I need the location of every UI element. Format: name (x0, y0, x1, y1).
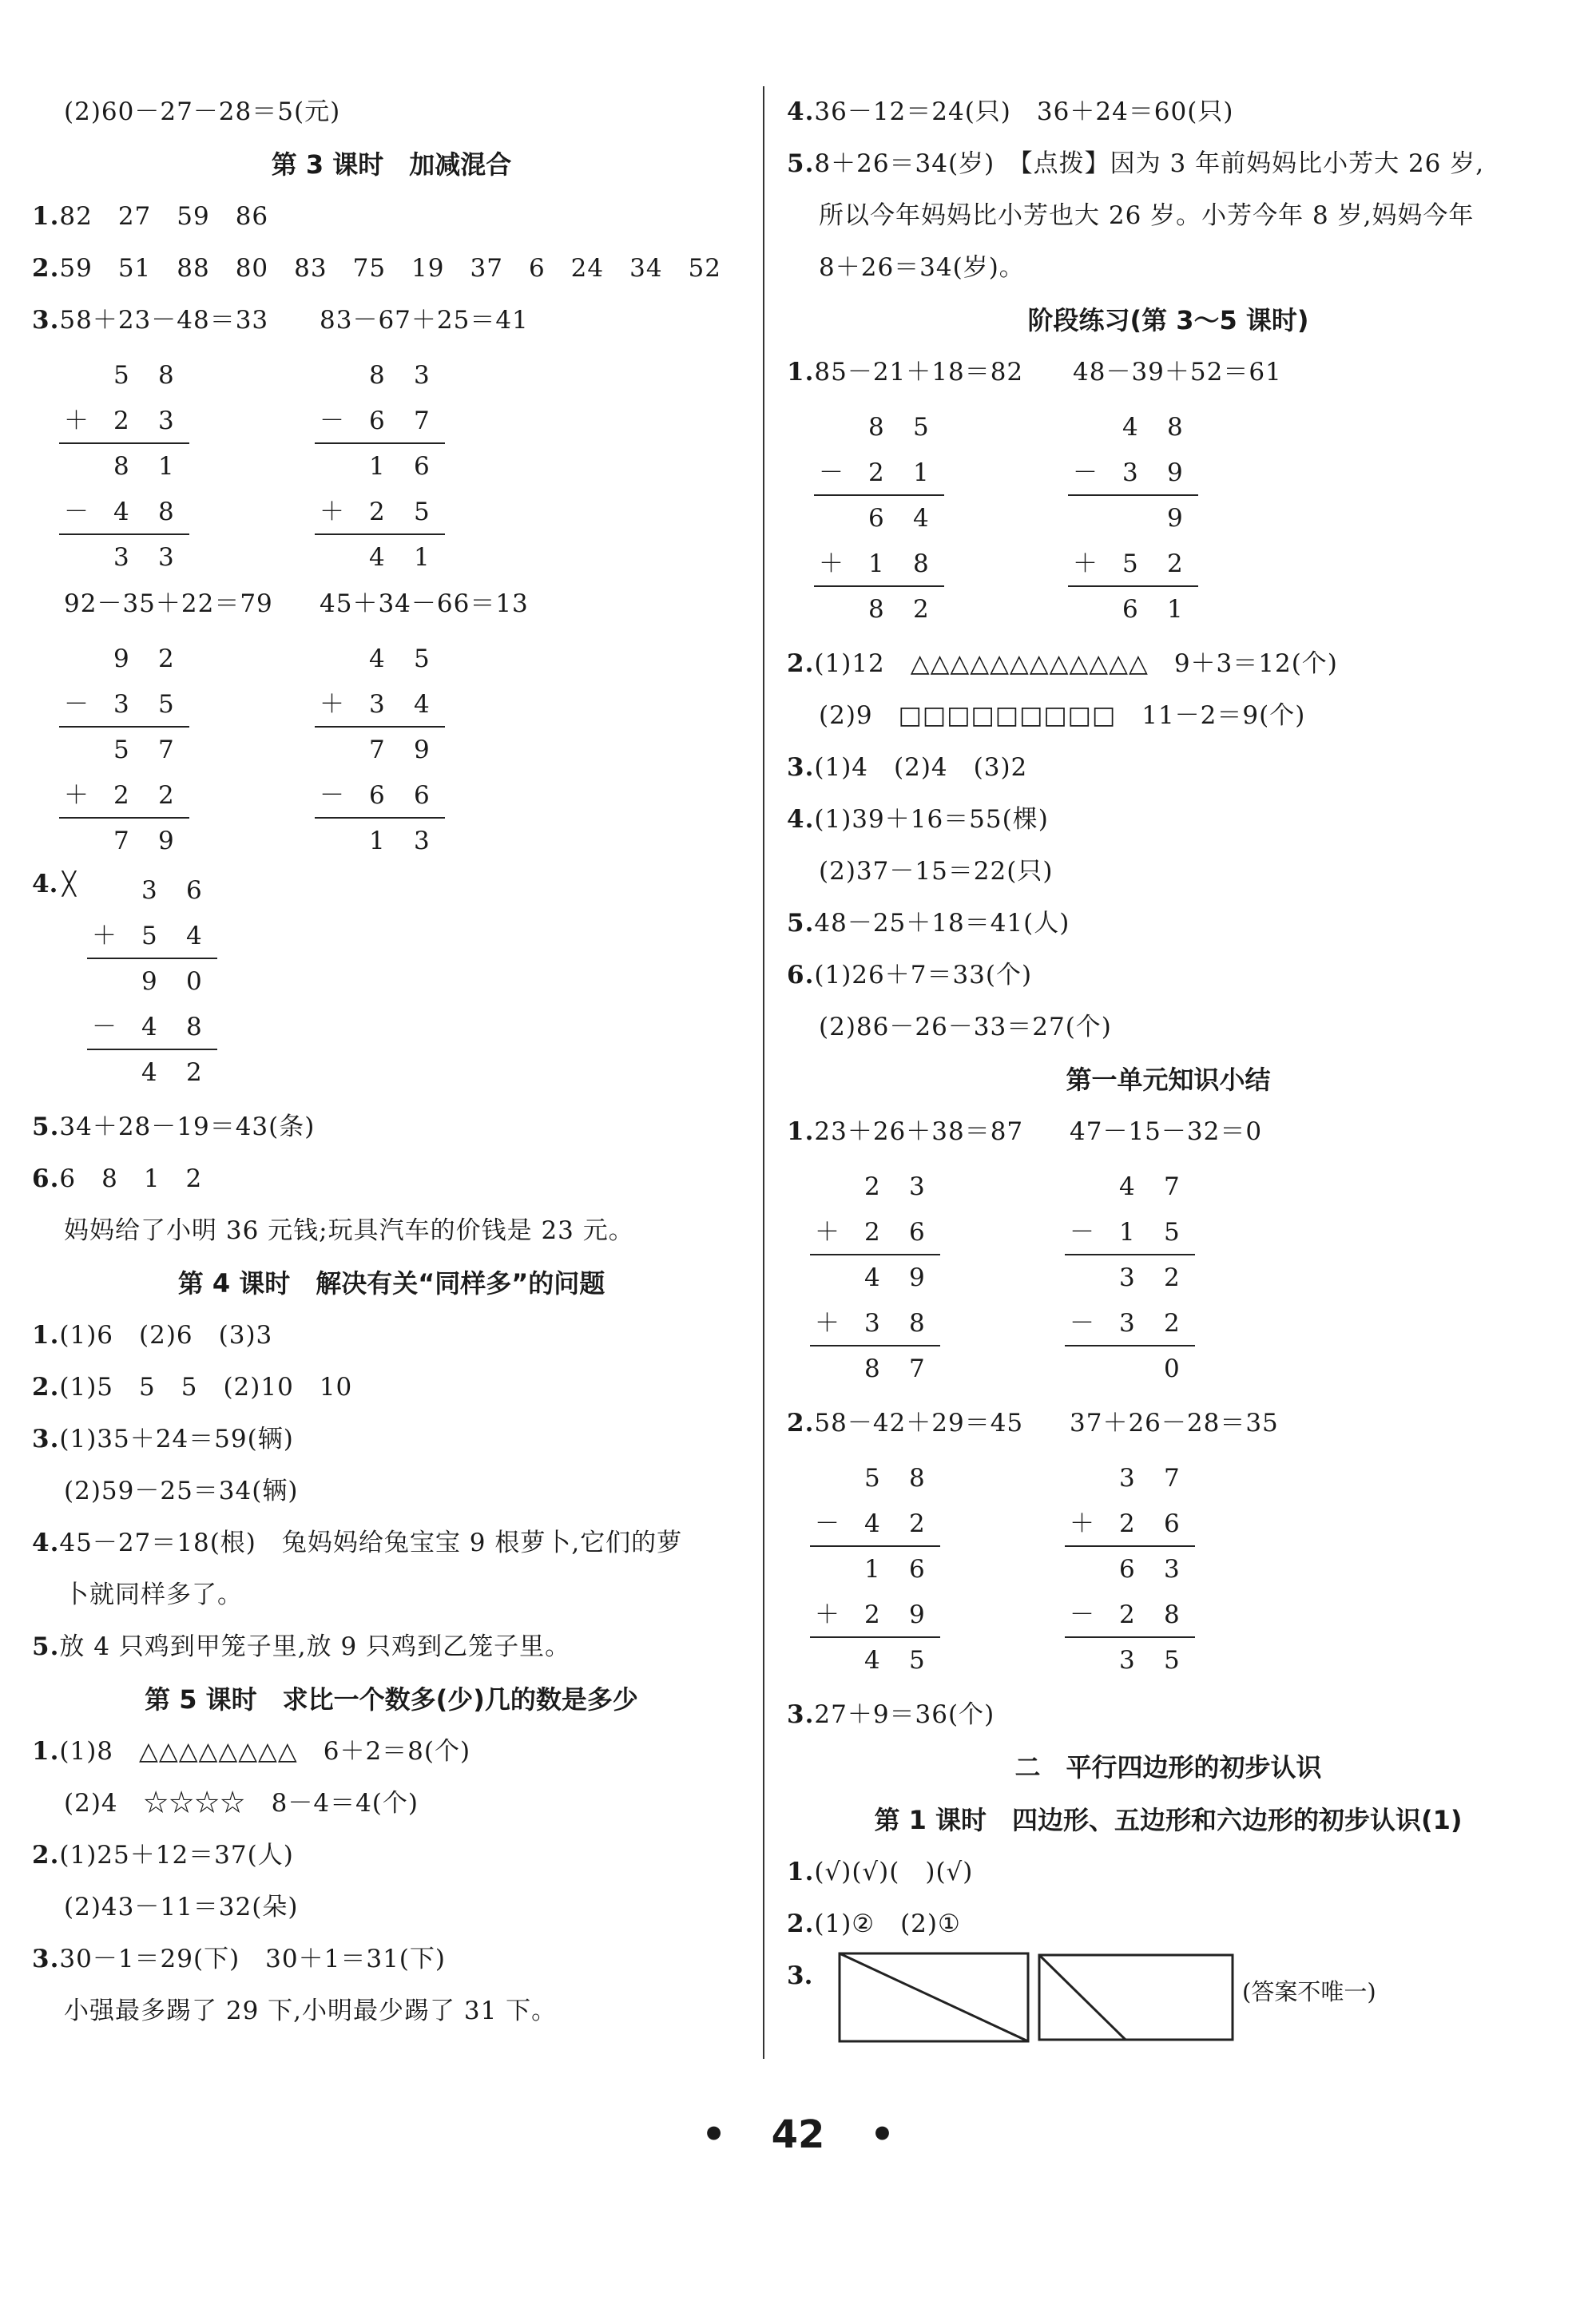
calc-digit: 8 (913, 549, 929, 578)
calc-digit: 6 (909, 1555, 925, 1584)
equation: 34＋28－19＝43(条) (59, 1112, 316, 1141)
equation: 23＋26＋38＝87 (814, 1117, 1024, 1146)
answer-line: (2)59－25＝34(辆) (64, 1477, 299, 1505)
page-number: 42 (771, 2112, 825, 2157)
calc-digit: 3 (141, 876, 157, 905)
answer-text: (1)5 5 5 (2)10 10 (59, 1373, 353, 1402)
calc-digit: 7 (909, 1354, 925, 1383)
calc-digit: 1 (913, 458, 929, 487)
divided-rectangle-diagram (838, 1952, 1030, 2044)
calc-digit: 2 (1164, 1309, 1180, 1338)
question-number: 3. (787, 753, 815, 782)
dot-icon: • (870, 2112, 895, 2157)
calc-row (64, 535, 198, 580)
calc-digit: 8 (1164, 1600, 1180, 1629)
question-number: 1. (787, 1858, 815, 1886)
calc-row (819, 587, 953, 632)
calc-operator: ＋ (320, 498, 344, 526)
calc-row (64, 773, 198, 818)
calc-digit: 9 (113, 644, 129, 673)
calc-operator: － (64, 498, 89, 526)
equation: 58＋23－48＝33 (59, 306, 269, 335)
answer-line: 所以今年妈妈比小芳也大 26 岁。小芳今年 8 岁,妈妈今年 (819, 201, 1475, 230)
equation: 92－35＋22＝79 (64, 589, 273, 618)
calc-row (1070, 1501, 1204, 1546)
calc-digit: 5 (414, 644, 430, 673)
calc-digit: 6 (1164, 1509, 1180, 1538)
calc-row (1073, 496, 1207, 541)
calc-digit: 5 (141, 922, 157, 950)
calc-digit: 0 (186, 967, 202, 996)
calc-row (320, 728, 454, 772)
section-title: 第一单元知识小结 (1066, 1065, 1271, 1095)
section-title: 第 3 课时 加减混合 (271, 149, 512, 180)
equation: 85－21＋18＝82 (814, 358, 1024, 387)
calc-row (1070, 1592, 1204, 1637)
calc-digit: 4 (913, 504, 929, 533)
calc-digit: 7 (1164, 1172, 1180, 1201)
answer-text: (1)6 (2)6 (3)3 (59, 1321, 273, 1350)
equation: 37＋26－28＝35 (1070, 1409, 1279, 1438)
calc-operator: ＋ (92, 922, 117, 950)
answer-line: (2)86－26－33＝27(个) (819, 1013, 1112, 1041)
calc-row (1070, 1547, 1204, 1592)
calc-digit: 6 (369, 407, 385, 435)
calc-digit: 4 (369, 644, 385, 673)
shape-answer (787, 1950, 1550, 2070)
question-number: 1. (787, 358, 815, 387)
answer-text: 45－27＝18(根) 兔妈妈给兔宝宝 9 根萝卜,它们的萝 (59, 1529, 683, 1557)
column-divider (763, 86, 764, 2059)
calc-digit: 6 (868, 504, 884, 533)
answer-text: 36－12＝24(只) 36＋24＝60(只) (814, 97, 1234, 126)
answer-line: (2)37－15＝22(只) (819, 857, 1054, 886)
calc-row (1070, 1210, 1204, 1255)
calc-digit: 5 (158, 690, 174, 719)
calc-operator: ＋ (64, 781, 89, 810)
question-number: 2. (787, 649, 815, 678)
calc-digit: 8 (158, 498, 174, 526)
answer-line: 小强最多踢了 29 下,小明最少踢了 31 下。 (64, 1997, 558, 2025)
calc-row (815, 1456, 949, 1501)
calc-row (819, 450, 953, 495)
calc-digit: 9 (1167, 504, 1183, 533)
calc-operator: ＋ (1073, 549, 1098, 578)
calc-operator: － (815, 1509, 840, 1538)
calc-digit: 3 (158, 543, 174, 572)
question-number: 2. (32, 1841, 60, 1870)
question-number: 5. (787, 149, 815, 178)
answer-line: (2)4 ☆☆☆☆ 8－4＝4(个) (64, 1789, 419, 1818)
question-number: 6. (32, 1164, 60, 1193)
question-number: 3. (787, 1700, 815, 1729)
calc-row (819, 496, 953, 541)
section-title: 第 1 课时 四边形、五边形和六边形的初步认识(1) (874, 1805, 1463, 1835)
answer-text: 82 27 59 86 (59, 202, 269, 231)
question-number: 2. (32, 254, 60, 283)
calc-row (819, 405, 953, 450)
calc-operator: － (1070, 1218, 1094, 1247)
calc-operator: － (92, 1013, 117, 1041)
answer-line: 卜就同样多了。 (64, 1580, 243, 1609)
equation: 58－42＋29＝45 (814, 1409, 1024, 1438)
calc-digit: 7 (414, 407, 430, 435)
calc-digit: 5 (1164, 1646, 1180, 1675)
answer-text: 放 4 只鸡到甲笼子里,放 9 只鸡到乙笼子里。 (59, 1632, 571, 1661)
right-column (787, 86, 1550, 2070)
answer-text: (1)8 △△△△△△△△ 6＋2＝8(个) (59, 1737, 471, 1766)
calc-digit: 5 (113, 361, 129, 390)
calc-row (64, 353, 198, 398)
calc-digit: 2 (864, 1600, 880, 1629)
calc-digit: 6 (414, 452, 430, 481)
question-number: 4. (32, 1529, 60, 1557)
equation: (1)39＋16＝55(棵) (814, 805, 1049, 834)
question-number: 4. (787, 805, 815, 834)
calc-digit: 3 (1164, 1555, 1180, 1584)
calc-row (1070, 1255, 1204, 1300)
question-number: 3. (787, 1961, 813, 1990)
calc-row (320, 819, 454, 863)
calc-row (815, 1164, 949, 1209)
calc-digit: 8 (369, 361, 385, 390)
answer-text: 6 8 1 2 (59, 1164, 203, 1193)
calc-digit: 5 (113, 736, 129, 764)
question-number: 4. (787, 97, 815, 126)
calc-digit: 4 (864, 1646, 880, 1675)
calc-digit: 9 (141, 967, 157, 996)
calc-digit: 7 (369, 736, 385, 764)
calc-digit: 5 (1164, 1218, 1180, 1247)
calc-digit: 3 (158, 407, 174, 435)
calc-digit: 2 (864, 1218, 880, 1247)
calc-row (64, 637, 198, 681)
calc-row (1070, 1164, 1204, 1209)
calc-row (1073, 450, 1207, 495)
calc-operator: － (64, 690, 89, 719)
calc-digit: 7 (1164, 1464, 1180, 1493)
calc-digit: 4 (414, 690, 430, 719)
calc-digit: 9 (909, 1263, 925, 1292)
calc-row (1070, 1301, 1204, 1346)
calc-digit: 4 (369, 543, 385, 572)
calc-row (815, 1501, 949, 1546)
calc-digit: 4 (864, 1509, 880, 1538)
calc-digit: 7 (158, 736, 174, 764)
calc-row (64, 399, 198, 443)
calc-row (1070, 1638, 1204, 1683)
calc-digit: 1 (1167, 595, 1183, 624)
calc-operator: － (1070, 1309, 1094, 1338)
section-title: 阶段练习(第 3～5 课时) (1027, 305, 1309, 335)
calc-digit: 0 (1164, 1354, 1180, 1383)
calc-digit: 2 (909, 1509, 925, 1538)
chapter-title: 二 平行四边形的初步认识 (1014, 1752, 1322, 1783)
calc-digit: 5 (909, 1646, 925, 1675)
answer-line: (2)9 □□□□□□□□□ 11－2＝9(个) (819, 701, 1306, 730)
calc-digit: 3 (864, 1309, 880, 1338)
answer-line: 8＋26＝34(岁)。 (819, 253, 1025, 282)
question-number: 6. (787, 961, 815, 989)
answer-text: (1)4 (2)4 (3)2 (814, 753, 1028, 782)
question-number: 3. (32, 1425, 60, 1453)
calc-digit: 2 (1119, 1509, 1135, 1538)
calc-digit: 3 (909, 1172, 925, 1201)
calc-digit: 5 (864, 1464, 880, 1493)
calc-row (815, 1255, 949, 1300)
calc-digit: 9 (909, 1600, 925, 1629)
calc-digit: 2 (113, 407, 129, 435)
calc-digit: 5 (1122, 549, 1138, 578)
calc-operator: － (1070, 1600, 1094, 1629)
calc-operator: ＋ (64, 407, 89, 435)
calc-digit: 3 (1119, 1263, 1135, 1292)
calc-digit: 3 (1119, 1309, 1135, 1338)
calc-digit: 6 (909, 1218, 925, 1247)
question-number: 2. (32, 1373, 60, 1402)
question-number: 3. (32, 306, 60, 335)
left-column (32, 86, 751, 2037)
answer-note: (答案不唯一) (1242, 1978, 1376, 2005)
question-number: 1. (32, 1737, 60, 1766)
calc-digit: 3 (369, 690, 385, 719)
calc-row (819, 541, 953, 586)
calc-operator: ＋ (815, 1600, 840, 1629)
calc-row (64, 682, 198, 727)
calc-digit: 9 (1167, 458, 1183, 487)
calc-digit: 8 (186, 1013, 202, 1041)
calc-operator: ＋ (1070, 1509, 1094, 1538)
calc-row (815, 1301, 949, 1346)
calc-digit: 2 (158, 644, 174, 673)
question-number: 5. (787, 909, 815, 938)
answer-text: 59 51 88 80 83 75 19 37 6 24 34 52 (59, 254, 722, 283)
calc-digit: 1 (864, 1555, 880, 1584)
calc-operator: － (320, 407, 344, 435)
calc-digit: 2 (158, 781, 174, 810)
calc-row (815, 1210, 949, 1255)
calc-row (64, 490, 198, 534)
calc-digit: 8 (864, 1354, 880, 1383)
calc-digit: 9 (158, 827, 174, 855)
answer-text: (1)② (2)① (814, 1910, 961, 1938)
question-number: 2. (787, 1910, 815, 1938)
section-title: 第 4 课时 解决有关“同样多”的问题 (177, 1268, 605, 1299)
calc-digit: 4 (113, 498, 129, 526)
equation: 48－39＋52＝61 (1073, 358, 1282, 387)
calc-digit: 1 (158, 452, 174, 481)
calc-row (1073, 541, 1207, 586)
calc-row (815, 1346, 949, 1391)
calc-digit: 7 (113, 827, 129, 855)
calc-digit: 3 (1122, 458, 1138, 487)
calc-row (320, 353, 454, 398)
calc-digit: 8 (1167, 413, 1183, 442)
calc-digit: 8 (158, 361, 174, 390)
calc-digit: 6 (414, 781, 430, 810)
question-number: 1. (32, 1321, 60, 1350)
answer-text: 30－1＝29(下) 30＋1＝31(下) (59, 1945, 446, 1973)
calc-digit: 1 (1119, 1218, 1135, 1247)
answer-line: (2)43－11＝32(朵) (64, 1893, 299, 1921)
calc-row (92, 1050, 226, 1095)
calc-operator: － (819, 458, 844, 487)
question-number: 5. (32, 1632, 60, 1661)
answer-text: (√)(√)( )(√) (814, 1858, 974, 1886)
calc-digit: 1 (369, 452, 385, 481)
calc-row (1070, 1346, 1204, 1391)
calc-operator: ＋ (819, 549, 844, 578)
calc-row (320, 682, 454, 727)
calc-row (1073, 405, 1207, 450)
calc-digit: 2 (864, 1172, 880, 1201)
calc-digit: 3 (113, 690, 129, 719)
answer-line: 妈妈给了小明 36 元钱;玩具汽车的价钱是 23 元。 (64, 1216, 634, 1245)
calc-digit: 5 (913, 413, 929, 442)
equation: (1)26＋7＝33(个) (814, 961, 1033, 989)
calc-digit: 6 (1119, 1555, 1135, 1584)
section-title: 第 5 课时 求比一个数多(少)几的数是多少 (145, 1684, 638, 1715)
calc-digit: 2 (1167, 549, 1183, 578)
calc-row (320, 773, 454, 818)
calc-digit: 9 (414, 736, 430, 764)
calc-digit: 4 (186, 922, 202, 950)
calc-row (320, 444, 454, 489)
calc-row (815, 1547, 949, 1592)
calc-digit: 8 (909, 1464, 925, 1493)
page-number-footer (0, 2112, 1596, 2157)
dot-icon: • (701, 2112, 726, 2157)
question-number: 2. (787, 1409, 815, 1438)
calc-digit: 5 (414, 498, 430, 526)
calc-row (1070, 1456, 1204, 1501)
calc-row (1073, 587, 1207, 632)
calc-digit: 3 (1119, 1464, 1135, 1493)
calc-row (815, 1592, 949, 1637)
divided-rectangle-diagram (1038, 1953, 1234, 2043)
calc-row (64, 444, 198, 489)
calc-digit: 8 (868, 413, 884, 442)
calc-digit: 6 (369, 781, 385, 810)
calc-digit: 6 (1122, 595, 1138, 624)
equation: 83－67＋25＝41 (320, 306, 529, 335)
calc-digit: 4 (1119, 1172, 1135, 1201)
calc-digit: 4 (141, 1058, 157, 1087)
calc-row (320, 399, 454, 443)
question-number: 3. (32, 1945, 60, 1973)
calc-digit: 2 (113, 781, 129, 810)
calc-digit: 4 (864, 1263, 880, 1292)
calc-digit: 2 (369, 498, 385, 526)
answer-text: 8＋26＝34(岁) 【点拨】因为 3 年前妈妈比小芳大 26 岁, (814, 149, 1485, 178)
calc-operator: － (1073, 458, 1098, 487)
equation: 48－25＋18＝41(人) (814, 909, 1070, 938)
question-number: 5. (32, 1112, 60, 1141)
calc-row (92, 914, 226, 958)
calc-digit: 8 (113, 452, 129, 481)
calc-digit: 2 (1164, 1263, 1180, 1292)
calc-row (320, 637, 454, 681)
calc-operator: ＋ (815, 1309, 840, 1338)
calc-row (320, 490, 454, 534)
calc-digit: 6 (186, 876, 202, 905)
equation: 45＋34－66＝13 (320, 589, 529, 618)
calc-digit: 2 (913, 595, 929, 624)
calc-row (92, 959, 226, 1004)
answer-line: (2)60－27－28＝5(元) (64, 97, 341, 126)
calc-row (92, 868, 226, 913)
calc-digit: 2 (1119, 1600, 1135, 1629)
calc-digit: 2 (868, 458, 884, 487)
question-number: 1. (32, 202, 60, 231)
calc-digit: 4 (141, 1013, 157, 1041)
calc-row (64, 819, 198, 863)
equation: (1)35＋24＝59(辆) (59, 1425, 294, 1453)
calc-operator: ＋ (320, 690, 344, 719)
calc-operator: － (320, 781, 344, 810)
calc-digit: 1 (369, 827, 385, 855)
calc-row (64, 728, 198, 772)
question-number: 1. (787, 1117, 815, 1146)
calc-digit: 3 (414, 361, 430, 390)
equation: 47－15－32＝0 (1070, 1117, 1263, 1146)
question-number: 4. (32, 870, 58, 898)
cross-mark-icon: ╳ (62, 871, 76, 897)
calc-digit: 3 (1119, 1646, 1135, 1675)
answer-text: (1)12 △△△△△△△△△△△△ 9＋3＝12(个) (814, 649, 1338, 678)
calc-digit: 4 (1122, 413, 1138, 442)
equation: (1)25＋12＝37(人) (59, 1841, 294, 1870)
calc-row (320, 535, 454, 580)
calc-digit: 8 (909, 1309, 925, 1338)
calc-operator: ＋ (815, 1218, 840, 1247)
calc-digit: 8 (868, 595, 884, 624)
equation: 27＋9＝36(个) (814, 1700, 995, 1729)
calc-digit: 2 (186, 1058, 202, 1087)
calc-digit: 3 (414, 827, 430, 855)
calc-digit: 1 (868, 549, 884, 578)
calc-row (815, 1638, 949, 1683)
calc-row (92, 1005, 226, 1049)
calc-digit: 1 (414, 543, 430, 572)
calc-digit: 3 (113, 543, 129, 572)
